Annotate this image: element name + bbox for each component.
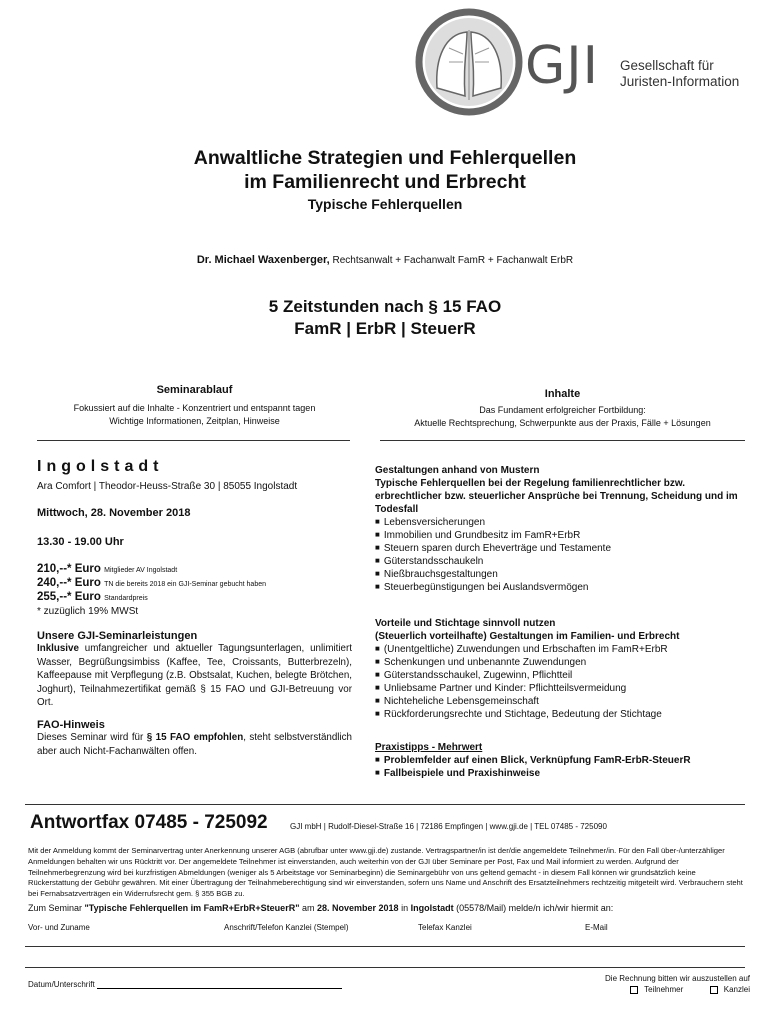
gji-logo-icon xyxy=(415,8,523,116)
list-item: ■ Güterstandsschaukel, Zugewinn, Pflichtteil xyxy=(375,669,750,682)
price-item: 255,--* Euro Standardpreis xyxy=(37,591,148,603)
list-item: ■ Rückforderungsrechte und Stichtage, Bedeutung der Stichtage xyxy=(375,708,750,721)
divider xyxy=(37,440,350,441)
logo-tagline: Gesellschaft für Juristen-Information xyxy=(620,58,740,89)
content-block-tips: Praxistipps - Mehrwert ■ Problemfelder auf einen Blick, Verknüpfung FamR-ErbR-SteuerR ■ Fallbeispiele und Praxishinweise xyxy=(375,741,750,780)
list-item: ■ Schenkungen und unbenannte Zuwendungen xyxy=(375,656,750,669)
fao-heading: 5 Zeitstunden nach § 15 FAO FamR | ErbR | SteuerR xyxy=(268,297,502,338)
list-item: ■ Fallbeispiele und Praxishinweise xyxy=(375,767,750,780)
fax-number: Antwortfax 07485 - 725092 xyxy=(30,812,268,833)
price-list xyxy=(37,563,352,618)
list-item: ■ Unliebsame Partner und Kinder: Pflichtteilsvermeidung xyxy=(375,682,750,695)
fao-hint-block: FAO-Hinweis Dieses Seminar wird für § 15 FAO empfohlen, steht selbstverständlich aber auch Nicht-Fachanwälten offen. xyxy=(37,719,352,757)
terms-text: Mit der Anmeldung kommt der Seminarvertrag unter Anerkennung unserer AGB (abrufbar unter www.gji.de) zustande. Vertragspartner/in ist der/die angemeldete Teilnehmer/in. Für den Fall über-/unterzähliger Anmeldungen behalten wir uns Rücktritt vor. Der angemeldete Teilnehmer ist einverstanden, auch weiterhin von der GJI über Seminare per Post, Fax und Mail informiert zu werden. Aufgrund der Teilnehmerbegrenzung wird bei kurzfristigen Abmeldungen (weniger als 5 Arbeitstage vor Seminarbeginn) die Seminargebühr von uns geltend gemacht - in diesem Fall können wir grundsätzlich keine Rückerstattung der Gebühr gewähren. Mit einer Übertragung der Teilnahmeberechtigung sind wir einverstanden, sofern uns Name und Anschrift des Ersatzteilnehmers rechtzeitig mitgeteilt wird. Verbrauchern steht bei Fernabsatzverträgen ein Widerrufsrecht gem. § 355 BGB zu. xyxy=(28,846,743,899)
list-item: ■ Immobilien und Grundbesitz im FamR+ErbR xyxy=(375,529,750,542)
venue: Ara Comfort | Theodor-Heuss-Straße 30 | 85055 Ingolstadt xyxy=(37,481,298,492)
date: Mittwoch, 28. November 2018 xyxy=(37,507,191,519)
company-address: GJI mbH | Rudolf-Diesel-Straße 16 | 72186 Empfingen | www.gji.de | TEL 07485 - 725090 xyxy=(290,822,607,831)
services-block: Unsere GJI-Seminarleistungen Inklusive umfangreicher und aktueller Tagungsunterlagen, unlimitiert Wasser, Begrüßungsimbiss (Kaffee, Tee, Croissants, Butterbrezeln), Kaffeepause mit Verpflegung (z.B. Obstsalat, Kuchen, belegte Brötchen, Joghurt), Teilnahmezertifikat gemäß § 15 FAO und GJI-Betreuung vor Ort. xyxy=(37,630,352,708)
field-fax-label: Telefax Kanzlei xyxy=(418,923,472,932)
divider xyxy=(25,804,745,805)
logo-text: GJI xyxy=(525,36,599,96)
list-item: ■ Steuern sparen durch Eheverträge und Testamente xyxy=(375,542,750,555)
author-line: Dr. Michael Waxenberger, Rechtsanwalt + Fachanwalt FamR + Fachanwalt ErbR xyxy=(196,254,574,266)
form-line[interactable] xyxy=(25,967,745,968)
signature-line[interactable] xyxy=(97,988,342,989)
signature-field[interactable]: Datum/Unterschrift xyxy=(28,980,342,989)
list-item: ■ Nichteheliche Lebensgemeinschaft xyxy=(375,695,750,708)
divider xyxy=(380,440,745,441)
content-block-deadlines: Vorteile und Stichtage sinnvoll nutzen (Steuerlich vorteilhafte) Gestaltungen im Familien- und Erbrecht ■ (Unentgeltliche) Zuwendungen und Erbschaften im FamR+ErbR ■ Schenkungen und unbenannte Zuwendungen ■ Güterstandsschaukel, Zugewinn, Pflichtteil ■ Unliebsame Partner und Kinder: Pflichtteilsvermeidung ■ Nichteheliche Lebensgemeinschaft ■ Rückforderungsrechte und Stichtage, Bedeutung der Stichtage xyxy=(375,617,750,721)
content-block-patterns: Gestaltungen anhand von Mustern Typische Fehlerquellen bei der Regelung familienrechtlicher bzw. erbrechtlicher bzw. steuerlicher Ansprüche bei Trennung, Scheidung und im Todesfall ■ Lebensversicherungen ■ Immobilien und Grundbesitz im FamR+ErbR ■ Steuern sparen durch Eheverträge und Testamente ■ Güterstandsschaukeln ■ Nießbrauchsgestaltungen ■ Steuerbegünstigungen bei Auslandsvermögen xyxy=(375,464,750,594)
vat-note: * zuzüglich 19% MWSt xyxy=(37,606,139,617)
list-item: ■ Steuerbegünstigungen bei Auslandsvermögen xyxy=(375,581,750,594)
invoice-block: Die Rechnung bitten wir auszustellen auf Teilnehmer Kanzlei xyxy=(605,974,750,994)
list-item: ■ (Unentgeltliche) Zuwendungen und Erbschaften im FamR+ErbR xyxy=(375,643,750,656)
registration-line: Zum Seminar "Typische Fehlerquellen im FamR+ErbR+SteuerR" am 28. November 2018 in Ingolstadt (05578/Mail) melde/n ich/wir hiermit an: xyxy=(28,903,614,913)
right-column-header: Inhalte Das Fundament erfolgreicher Fortbildung: Aktuelle Rechtsprechung, Schwerpunkte aus der Praxis, Fälle + Lösungen xyxy=(414,388,711,428)
field-email-label: E-Mail xyxy=(585,923,608,932)
list-item: ■ Lebensversicherungen xyxy=(375,516,750,529)
list-item: ■ Güterstandsschaukeln xyxy=(375,555,750,568)
form-line[interactable] xyxy=(25,946,745,947)
field-name-label: Vor- und Zuname xyxy=(28,923,90,932)
field-address-label: Anschrift/Telefon Kanzlei (Stempel) xyxy=(224,923,349,932)
page-title: Anwaltliche Strategien und Fehlerquellen im Familienrecht und Erbrecht xyxy=(193,147,577,193)
left-column-header: Seminarablauf Fokussiert auf die Inhalte - Konzentriert und entspannt tagen Wichtige Informationen, Zeitplan, Hinweise xyxy=(73,384,316,426)
time: 13.30 - 19.00 Uhr xyxy=(37,536,124,548)
city: Ingolstadt xyxy=(37,458,164,475)
firm-checkbox[interactable] xyxy=(710,986,718,994)
price-item: 240,--* Euro TN die bereits 2018 ein GJI-Seminar gebucht haben xyxy=(37,577,266,589)
list-item: ■ Problemfelder auf einen Blick, Verknüpfung FamR-ErbR-SteuerR xyxy=(375,754,750,767)
subtitle: Typische Fehlerquellen xyxy=(307,196,463,212)
price-item: 210,--* Euro Mitglieder AV Ingolstadt xyxy=(37,563,178,575)
participant-checkbox[interactable] xyxy=(630,986,638,994)
list-item: ■ Nießbrauchsgestaltungen xyxy=(375,568,750,581)
